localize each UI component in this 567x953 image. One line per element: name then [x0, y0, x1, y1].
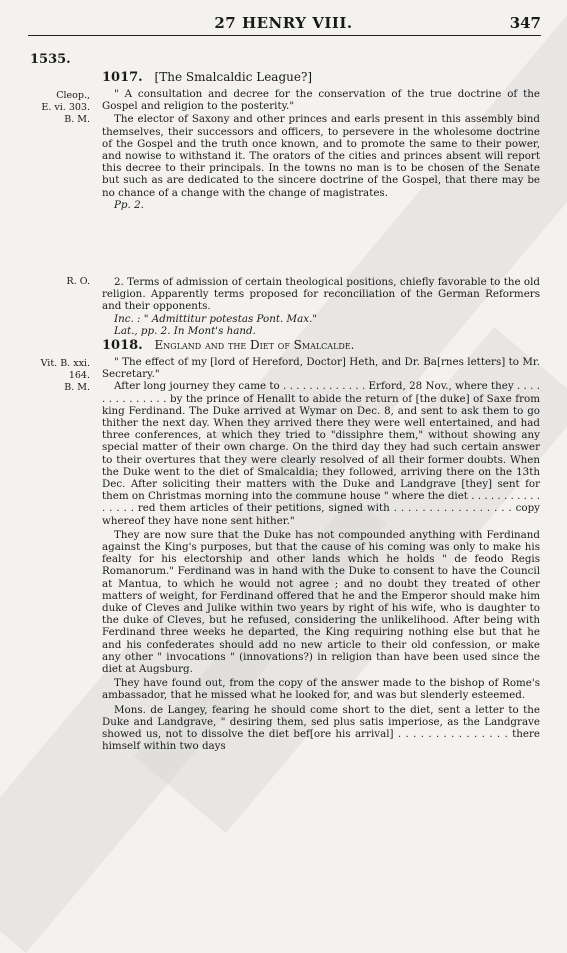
entry-number: 1018. [102, 338, 143, 353]
year-label: 1535. [30, 52, 71, 67]
paragraph: Mons. de Langey, fearing he should come short to the diet, sent a letter to the Duke and Landgrave, " desiring them, sed plus satis imperiose, as the Landgrave showed us, not to dissolve the diet bef[ore his arrival] . . . . . . . . . . . . . . . there himself within two days [102, 703, 540, 753]
margin-line: Cleop., [56, 90, 90, 101]
paragraph: They are now sure that the Duke has not compounded anything with Ferdinand against the King's purposes, but that the cause of his coming was only to make his fealty for his electorship and other lands which he holds " de feodo Regis Romanorum." Ferdinand was in hand with the Duke to consent to have the Council at Mantua, to which he would not agree ; and no doubt they treated of other matters of weight, for Ferdinand offered that he and the Emperor should make him duke of Cleves and Julike within two years by right of his wife, who is daughter to the duke of Cleves, but he refused, considering the unlikelihood. After being with Ferdinand three weeks he departed, the King requiring nothing else but that he and his confederates should add no new article to their old confession, or make any other " invocations " (innovations?) in religion than have been used since the diet at Augsburg. [102, 528, 540, 676]
entry-heading [102, 338, 354, 353]
paragraph: After long journey they came to . . . . . . . . . . . . . Erford, 28 Nov., where they . . . . . . . . . . . . . . by the prince of Henallt to abide the return of [the duke] of Saxe from king Ferdinand. The Duke arrived at Wymar on Dec. 8, and sent to ask them to go thither the next day. When they arrived there they were well entertained, and had three conferences, at which they tried to "dissiphre them," without showing any special matter of their own charge. On the third day they had such certain answer to their overtures that they were clearly resolved of all their former doubts. When the Duke went to the diet of Smalcaldia; they followed, arriving there on the 13th Dec. After soliciting their matters with the Duke and Landgrave [they] sent for them on Christmas morning into the commune house " where the diet . . . . . . . . . . . . . . . . red them articles of their petitions, signed with . . . . . . . . . . . . . . . . . copy whereof they have none sent hither." [102, 380, 540, 527]
margin-reference [24, 276, 90, 288]
header-rule [28, 35, 541, 36]
entry-body [102, 276, 540, 337]
margin-line: R. O. [66, 276, 90, 287]
page-count: Pp. 2. [114, 198, 144, 211]
margin-line: B. M. [64, 382, 90, 393]
page-header [0, 14, 567, 36]
margin-reference [24, 358, 90, 394]
page-count: Lat., pp. 2. In Mont's hand. [114, 324, 256, 337]
margin-line: 164. [68, 370, 90, 381]
entry-body [102, 88, 540, 211]
incipit: Inc. : " Admittitur potestas Pont. Max." [114, 312, 318, 325]
margin-line: B. M. [64, 114, 90, 125]
entry-number: 1017. [102, 70, 143, 85]
paragraph: " The effect of my [lord of Hereford, Doctor] Heth, and Dr. Ba[rnes letters] to Mr. Secretary." [102, 356, 540, 381]
margin-line: Vit. B. xxi. [40, 358, 90, 369]
paragraph: " A consultation and decree for the conservation of the true doctrine of the Gospel and religion to the posterity." [102, 88, 540, 113]
paragraph: They have found out, from the copy of the answer made to the bishop of Rome's ambassador, that he missed what he looked for, and was but slenderly esteemed. [102, 677, 540, 702]
margin-line: E. vi. 303. [41, 102, 90, 113]
paragraph: The elector of Saxony and other princes and earls present in this assembly bind themselves, their successors and officers, to persevere in the wholesome doctrine of the Gospel and the truth once known, and to promote the same to their power, and nowise to withstand it. The orators of the cities and princes absent will report this decree to their principals. In the towns no man is to be chosen of the Senate but such as are dedicated to the sincere doctrine of the Gospel, that there may be no chance of a change with the change of magistrates. [102, 113, 540, 199]
margin-reference [24, 90, 90, 126]
paragraph: 2. Terms of admission of certain theological positions, chiefly favorable to the old religion. Apparently terms proposed for reconciliation of the German Reformers and their opponents. [102, 276, 540, 313]
entry-title: [The Smalcaldic League?] [154, 70, 313, 84]
page-number: 347 [509, 14, 541, 32]
entry-title: England and the Diet of Smalcalde. [154, 338, 355, 352]
entry-heading [102, 70, 312, 85]
entry-body [102, 356, 540, 753]
running-title: 27 HENRY VIII. [214, 14, 353, 32]
